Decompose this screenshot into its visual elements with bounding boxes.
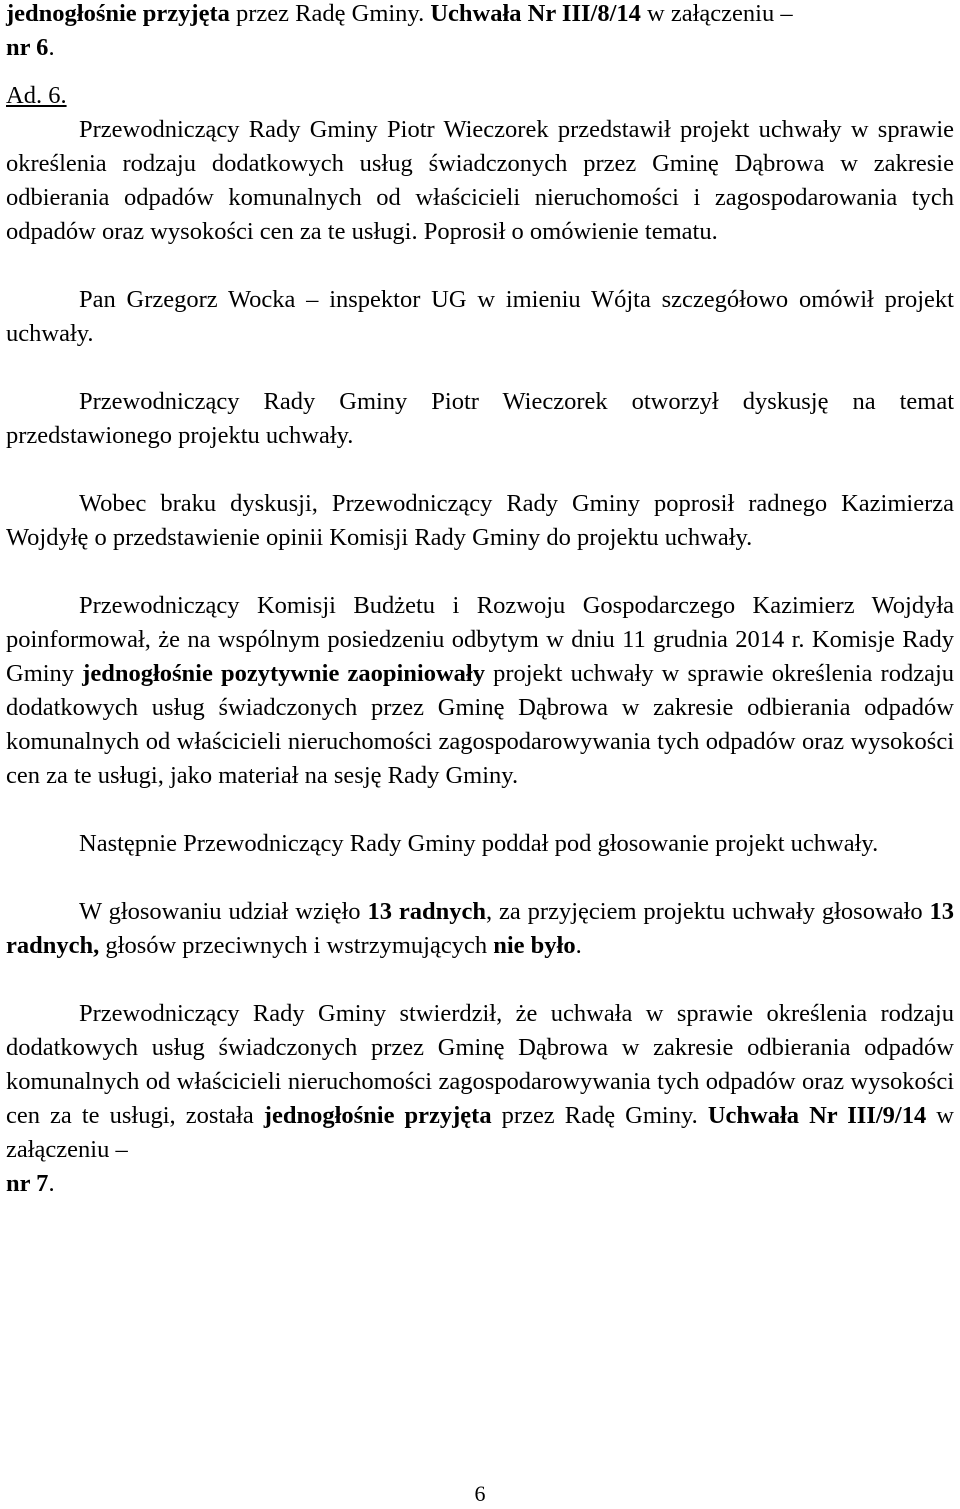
agenda-item-heading: Ad. 6. xyxy=(6,82,67,109)
paragraph-3: Przewodniczący Rady Gminy Piotr Wieczorek otworzył dyskusję na temat przedstawionego projektu uchwały. xyxy=(6,388,954,449)
resolution-number: Uchwała Nr III/9/14 xyxy=(707,1102,927,1129)
bold-text: nie było xyxy=(493,932,576,959)
bold-text: jednogłośnie przyjęta xyxy=(263,1102,492,1129)
attachment-number: nr 7 xyxy=(6,1170,49,1197)
bold-text: 13 radnych, xyxy=(6,898,954,959)
bold-text: 13 radnych xyxy=(367,898,486,925)
paragraph-2: Pan Grzegorz Wocka – inspektor UG w imieniu Wójta szczegółowo omówił projekt uchwały. xyxy=(6,286,954,347)
attachment-number: nr 6 xyxy=(6,34,49,61)
bold-text: jednogłośnie przyjęta xyxy=(6,0,230,27)
bold-text: jednogłośnie pozytywnie zaopiniowały xyxy=(82,660,485,687)
paragraph-4: Wobec braku dyskusji, Przewodniczący Rady Gminy poprosił radnego Kazimierza Wojdyłę o przedstawienie opinii Komisji Rady Gminy do projektu uchwały. xyxy=(6,490,954,551)
paragraph-5: Przewodniczący Komisji Budżetu i Rozwoju Gospodarczego Kazimierz Wojdyła poinformował, że na wspólnym posiedzeniu odbytym w dniu 11 grudnia 2014 r. Komisje Rady Gminy jednogłośnie pozytywnie zaopiniowały projekt uchwały w sprawie określenia rodzaju dodatkowych usług świadczonych przez Gminę Dąbrowa w zakresie odbierania odpadów komunalnych od właścicieli nieruchomości zagospodarowywania tych odpadów oraz wysokości cen za te usługi, jako materiał na sesję Rady Gminy. xyxy=(6,592,954,789)
paragraph-6: Następnie Przewodniczący Rady Gminy poddał pod głosowanie projekt uchwały. xyxy=(79,830,879,857)
page-number: 6 xyxy=(474,1481,486,1506)
resolution-number: Uchwała Nr III/8/14 xyxy=(430,0,641,27)
paragraph-7: W głosowaniu udział wzięło 13 radnych, za przyjęciem projektu uchwały głosowało 13 radnych, głosów przeciwnych i wstrzymujących nie było. xyxy=(6,898,954,959)
paragraph-8: Przewodniczący Rady Gminy stwierdził, że uchwała w sprawie określenia rodzaju dodatkowych usług świadczonych przez Gminę Dąbrowa w zakresie odbierania odpadów komunalnych od właścicieli nieruchomości zagospodarowywania tych odpadów oraz wysokości cen za te usługi, została jednogłośnie przyjęta przez Radę Gminy. Uchwała Nr III/9/14 w załączeniu – nr 7. xyxy=(6,1000,954,1197)
continuation-paragraph: jednogłośnie przyjęta przez Radę Gminy. Uchwała Nr III/8/14 w załączeniu – nr 6. xyxy=(6,0,793,61)
document-page xyxy=(6,0,954,1201)
paragraph-1: Przewodniczący Rady Gminy Piotr Wieczorek przedstawił projekt uchwały w sprawie określenia rodzaju dodatkowych usług świadczonych przez Gminę Dąbrowa w zakresie odbierania odpadów komunalnych od właścicieli nieruchomości i zagospodarowania tych odpadów oraz wysokości cen za te usługi. Poprosił o omówienie tematu. xyxy=(6,116,954,245)
